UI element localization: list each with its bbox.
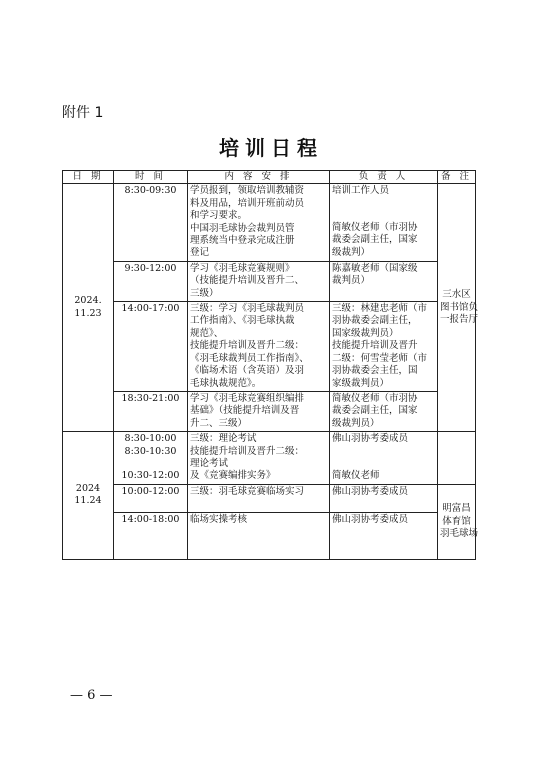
content-line: 三级：理论考试 [190,433,257,445]
content-line: 登记 [190,247,210,259]
person-cell [330,484,438,512]
page-number: — 6 — [70,688,113,703]
content-line: 三级：学习《羽毛球裁判员 [190,303,305,315]
content-cell [188,302,330,392]
person-line: 家级裁判员） [332,377,390,389]
content-line: 《羽毛球裁判员工作指南》、 [190,352,309,364]
col-header-date: 日 期 [63,171,114,184]
person-line: 裁委会副主任，国家 [332,405,418,417]
time-cell [114,432,188,485]
content-line: 及《竞赛编排实务》 [190,470,276,482]
content-cell [188,512,330,559]
note-cell-day1 [438,184,479,432]
table-row [63,512,476,559]
content-line: 《临场术语（含英语）及羽 [190,365,305,377]
person-line: 裁判员） [332,275,371,287]
time-cell [114,391,188,431]
person-line: 培训工作人员 [332,185,390,197]
date-text: 2024. [74,295,102,307]
person-line: 级裁判） [332,246,371,258]
content-line: 基础》（技能提升培训及晋 [190,405,300,417]
content-line: 毛球执裁规范》。 [190,377,262,389]
content-cell [188,432,330,485]
person-cell [330,512,438,559]
page-title: 培训日程 [219,136,323,160]
content-cell [188,484,330,512]
person-line: 佛山羽协考委成员 [332,513,409,525]
content-line: 三级） [190,287,219,299]
time-text: 14:00-18:00 [121,513,180,525]
table-row [63,261,476,301]
time-text: 8:30-10:30 [124,445,177,457]
content-line: 理论考试 [190,457,229,469]
content-line: 中国羽毛球协会裁判员管 [190,222,295,234]
content-line: 三级：羽毛球竞赛临场实习 [190,485,305,497]
content-line: 技能提升培训及晋升二级： [190,445,305,457]
table-row [63,391,476,431]
content-line: 和学习要求。 [190,210,248,222]
time-cell [114,302,188,392]
person-line: 佛山羽协考委成员 [332,433,409,445]
date-text: 11.23 [74,307,102,319]
content-line: 技能提升培训及晋升二级： [190,340,305,352]
table-row [63,484,476,512]
time-text: 14:00-17:00 [121,303,180,315]
person-line: 简敏仪老师（市羽协 [332,221,418,233]
person-line: 简敏仪老师 [332,469,380,481]
time-text: 8:30-09:30 [124,185,177,197]
time-cell [114,484,188,512]
time-cell [114,261,188,301]
col-header-person: 负 责 人 [330,171,438,184]
content-line: （技能提升培训及晋升二、 [190,275,305,287]
person-line: 陈嘉敏老师（国家级 [332,262,418,274]
date-text: 11.24 [74,495,102,507]
content-line: 学习《羽毛球竞赛组织编排 [190,392,305,404]
table-header-row [63,171,476,184]
person-line: 技能提升培训及晋升 [332,340,418,352]
date-cell-day1 [63,184,114,432]
note-line: 一报告厅 [440,313,479,325]
person-line: 三级：林建忠老师（市 [332,303,428,315]
time-cell [114,512,188,559]
content-line: 临场实操考核 [190,513,248,525]
person-line: 简敏仪老师（市羽协 [332,392,418,404]
person-cell [330,302,438,392]
content-line: 升二、三级） [190,417,248,429]
person-line: 羽协裁委会副主任， [332,315,418,327]
person-line: 裁委会副主任，国家 [332,234,418,246]
note-line: 图书馆负 [440,301,479,313]
time-text: 10:30-12:00 [121,469,180,481]
time-text: 9:30-12:00 [124,262,177,274]
col-header-time: 时 间 [114,171,188,184]
person-line: 佛山羽协考委成员 [332,485,409,497]
person-cell [330,184,438,261]
note-line: 体育馆 [442,515,471,527]
note-line: 三水区 [442,289,471,301]
person-cell [330,391,438,431]
content-line: 学习《羽毛球竞赛规则》 [190,262,295,274]
time-text: 10:00-12:00 [121,485,180,497]
person-cell [330,432,438,485]
person-line: 二级：何雪莹老师（市 [332,352,428,364]
person-line: 国家级裁判员） [332,327,399,339]
content-cell [188,184,330,261]
schedule-table [62,170,479,560]
content-line: 料及用品，培训开班前动员 [190,197,305,209]
time-cell [114,184,188,261]
table-row [63,432,476,485]
content-line: 规范》、 [190,327,224,339]
content-line: 工作指南》、《羽毛球执裁 [190,315,295,327]
note-line: 明富昌 [442,503,471,515]
note-cell-empty [438,432,476,485]
content-cell [188,261,330,301]
col-header-content: 内 容 安 排 [188,171,330,184]
content-line: 理系统当中登录完成注册 [190,235,295,247]
col-header-note: 备 注 [438,171,476,184]
person-line: 羽协裁委会主任，国 [332,365,418,377]
attachment-label: 附件 1 [62,105,104,121]
date-text: 2024 [75,483,101,495]
person-line: 级裁判员） [332,417,380,429]
date-cell-day2 [63,432,114,560]
table-row [63,184,476,261]
person-cell [330,261,438,301]
note-cell-day2 [438,484,479,559]
content-line: 学员报到，领取培训教辅资 [190,185,305,197]
time-text: 18:30-21:00 [121,392,180,404]
table-row [63,302,476,392]
note-line: 羽毛球场 [440,527,479,539]
time-text: 8:30-10:00 [124,433,177,445]
content-cell [188,391,330,431]
